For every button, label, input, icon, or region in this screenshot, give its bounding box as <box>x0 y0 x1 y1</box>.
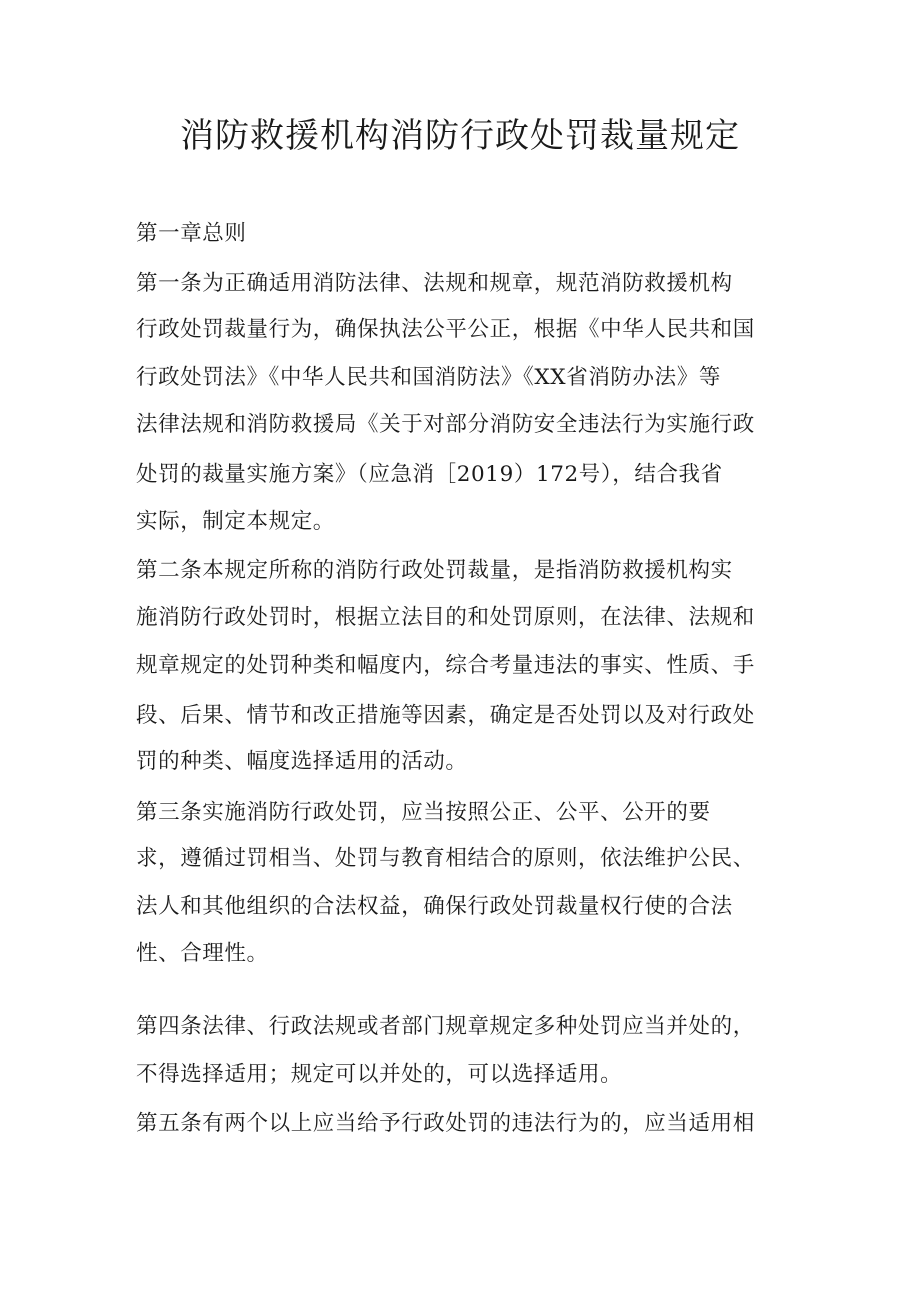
article-4-line-1: 第四条法律、行政法规或者部门规章规定多种处罚应当并处的， <box>136 1014 755 1039</box>
article-3-line-1: 第三条实施消防行政处罚，应当按照公正、公平、公开的要 <box>136 800 711 825</box>
chapter-heading: 第一章总则 <box>136 221 247 246</box>
article-1-line-3: 行政处罚法》《中华人民共和国消防法》《XX省消防办法》等 <box>136 365 721 390</box>
document-title: 消防救援机构消防行政处罚裁量规定 <box>180 116 740 156</box>
article-2-line-5: 罚的种类、幅度选择适用的活动。 <box>136 749 468 774</box>
article-3-line-3: 法人和其他组织的合法权益，确保行政处罚裁量权行使的合法 <box>136 894 733 919</box>
article-1-line-2: 行政处罚裁量行为，确保执法公平公正，根据《中华人民共和国 <box>136 317 755 342</box>
article-1-line-6: 实际，制定本规定。 <box>136 509 335 534</box>
article-2-line-3: 规章规定的处罚种类和幅度内，综合考量违法的事实、性质、手 <box>136 653 755 678</box>
article-5-line-1: 第五条有两个以上应当给予行政处罚的违法行为的，应当适用相 <box>136 1111 755 1136</box>
article-2-line-4: 段、后果、情节和改正措施等因素，确定是否处罚以及对行政处 <box>136 703 755 728</box>
article-2-line-2: 施消防行政处罚时，根据立法目的和处罚原则，在法律、法规和 <box>136 605 755 630</box>
article-1-line-5: 处罚的裁量实施方案》（应急消［2019）172号），结合我省 <box>136 462 723 487</box>
article-3-line-4: 性、合理性。 <box>136 941 269 966</box>
article-4-line-2: 不得选择适用；规定可以并处的，可以选择适用。 <box>136 1062 623 1087</box>
article-1-line-4: 法律法规和消防救援局《关于对部分消防安全违法行为实施行政 <box>136 412 755 437</box>
article-2-line-1: 第二条本规定所称的消防行政处罚裁量，是指消防救援机构实 <box>136 558 733 583</box>
article-1-line-1: 第一条为正确适用消防法律、法规和规章，规范消防救援机构 <box>136 271 733 296</box>
article-3-line-2: 求，遵循过罚相当、处罚与教育相结合的原则，依法维护公民、 <box>136 846 755 871</box>
